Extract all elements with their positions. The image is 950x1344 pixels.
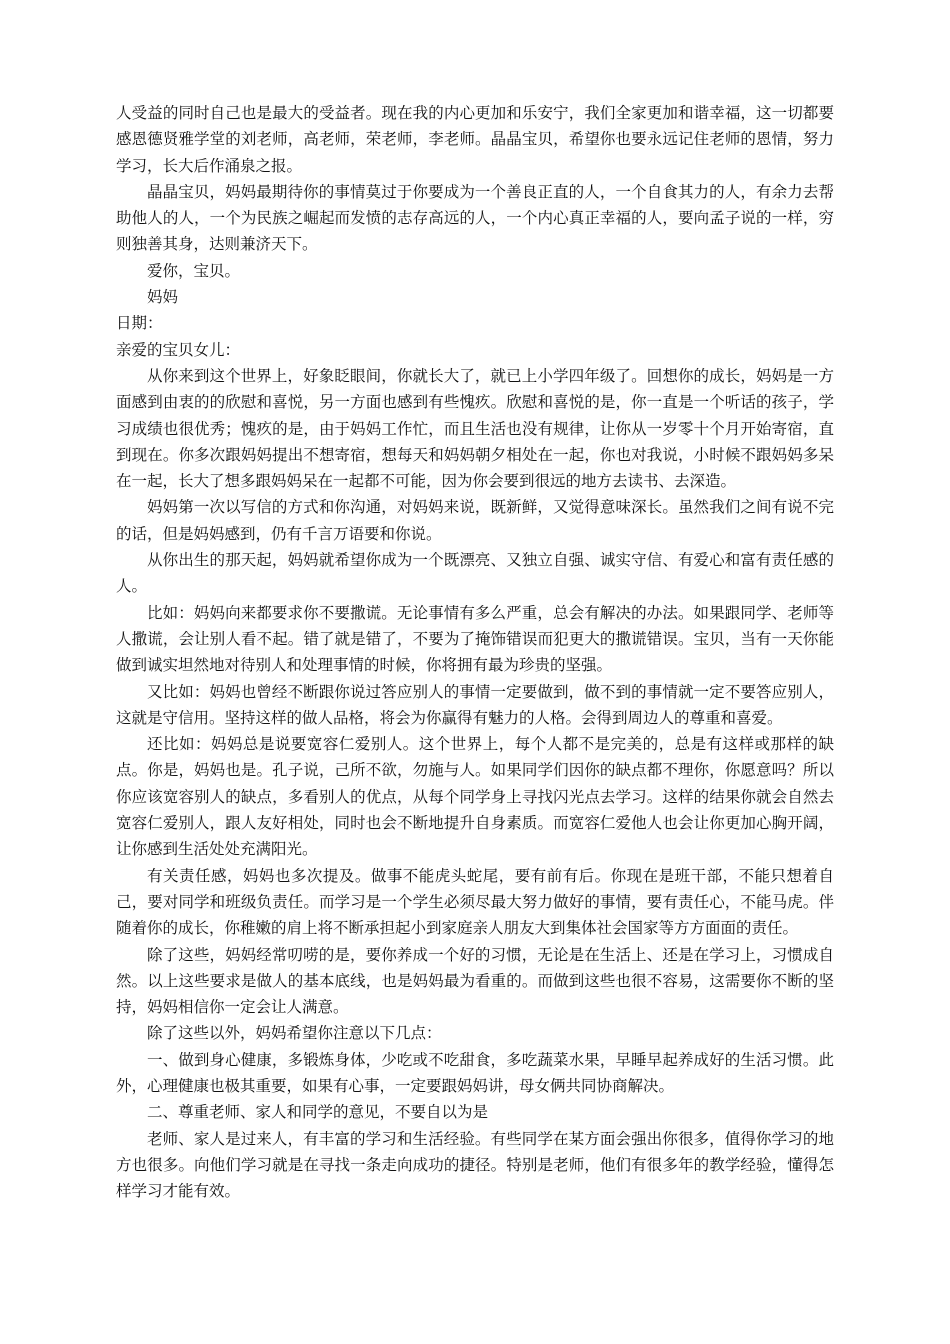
paragraph: 比如：妈妈向来都要求你不要撒谎。无论事情有多么严重，总会有解决的办法。如果跟同学、老师等人撒谎，会让别人看不起。错了就是错了，不要为了掩饰错误而犯更大的撒谎错误。宝贝，当有一天你能做到诚实坦然地对待别人和处理事情的时候，你将拥有最为珍贵的坚强。 — [116, 603, 834, 675]
paragraph: 妈妈第一次以写信的方式和你沟通，对妈妈来说，既新鲜，又觉得意味深长。虽然我们之间有说不完的话，但是妈妈感到，仍有千言万语要和你说。 — [116, 498, 834, 543]
paragraph: 人受益的同时自己也是最大的受益者。现在我的内心更加和乐安宁，我们全家更加和谐幸福，这一切都要感恩德贤雅学堂的刘老师，高老师，荣老师，李老师。晶晶宝贝，希望你也要永远记住老师的恩情，努力学习，长大后作涌泉之报。 — [116, 104, 834, 175]
date-line: 日期： — [116, 314, 163, 333]
document-page — [116, 100, 834, 1204]
paragraph: 还比如：妈妈总是说要宽容仁爱别人。这个世界上，每个人都不是完美的，总是有这样或那样的缺点。你是，妈妈也是。孔子说，己所不欲，勿施与人。如果同学们因你的缺点都不理你，你愿意吗？所以你应该宽容别人的缺点，多看别人的优点，从每个同学身上寻找闪光点去学习。这样的结果你就会自然去宽容仁爱别人，跟人友好相处，同时也会不断地提升自身素质。而宽容仁爱他人也会让你更加心胸开阔，让你感到生活处处充满阳光。 — [116, 735, 834, 859]
paragraph: 老师、家人是过来人，有丰富的学习和生活经验。有些同学在某方面会强出你很多，值得你学习的地方也很多。向他们学习就是在寻找一条走向成功的捷径。特别是老师，他们有很多年的教学经验，懂得怎样学习才能有效。 — [116, 1129, 834, 1201]
paragraph: 除了这些，妈妈经常叨唠的是，要你养成一个好的习惯，无论是在生活上、还是在学习上，习惯成自然。以上这些要求是做人的基本底线，也是妈妈最为看重的。而做到这些也很不容易，这需要你不断的坚持，妈妈相信你一定会让人满意。 — [116, 945, 834, 1017]
paragraph: 有关责任感，妈妈也多次提及。做事不能虎头蛇尾，要有前有后。你现在是班干部，不能只想着自己，要对同学和班级负责任。而学习是一个学生必须尽最大努力做好的事情，要有责任心，不能马虎。伴随着你的成长，你稚嫩的肩上将不断承担起小到家庭亲人朋友大到集体社会国家等方方面面的责任。 — [116, 866, 834, 938]
list-item: 二、尊重老师、家人和同学的意见，不要自以为是 — [147, 1103, 489, 1122]
salutation: 亲爱的宝贝女儿： — [116, 340, 241, 359]
paragraph: 从你来到这个世界上，好象眨眼间，你就长大了，就已上小学四年级了。回想你的成长，妈妈是一方面感到由衷的的欣慰和喜悦，另一方面也感到有些愧疚。欣慰和喜悦的是，你一直是一个听话的孩子，学习成绩也很优秀；愧疚的是，由于妈妈工作忙，而且生活也没有规律，让你从一岁零十个月开始寄宿，直到现在。你多次跟妈妈提出不想寄宿，想每天和妈妈朝夕相处在一起，你也对我说，小时候不跟妈妈多呆在一起，长大了想多跟妈妈呆在一起都不可能，因为你会要到很远的地方去读书、去深造。 — [116, 366, 834, 491]
paragraph: 除了这些以外，妈妈希望你注意以下几点： — [147, 1024, 442, 1043]
paragraph: 从你出生的那天起，妈妈就希望你成为一个既漂亮、又独立自强、诚实守信、有爱心和富有责任感的人。 — [116, 551, 834, 596]
list-item: 一、做到身心健康，多锻炼身体，少吃或不吃甜食，多吃蔬菜水果，早睡早起养成好的生活习惯。此外，心理健康也极其重要，如果有心事，一定要跟妈妈讲，母女俩共同协商解决。 — [116, 1050, 834, 1095]
paragraph: 晶晶宝贝，妈妈最期待你的事情莫过于你要成为一个善良正直的人，一个自食其力的人，有余力去帮助他人的人，一个为民族之崛起而发愤的志存高远的人，一个内心真正幸福的人，要向孟子说的一样，穷则独善其身，达则兼济天下。 — [116, 182, 834, 254]
paragraph: 又比如：妈妈也曾经不断跟你说过答应别人的事情一定要做到，做不到的事情就一定不要答应别人，这就是守信用。坚持这样的做人品格，将会为你赢得有魅力的人格。会得到周边人的尊重和喜爱。 — [116, 682, 834, 727]
signature: 妈妈 — [147, 288, 179, 307]
closing-line: 爱你，宝贝。 — [147, 261, 241, 280]
